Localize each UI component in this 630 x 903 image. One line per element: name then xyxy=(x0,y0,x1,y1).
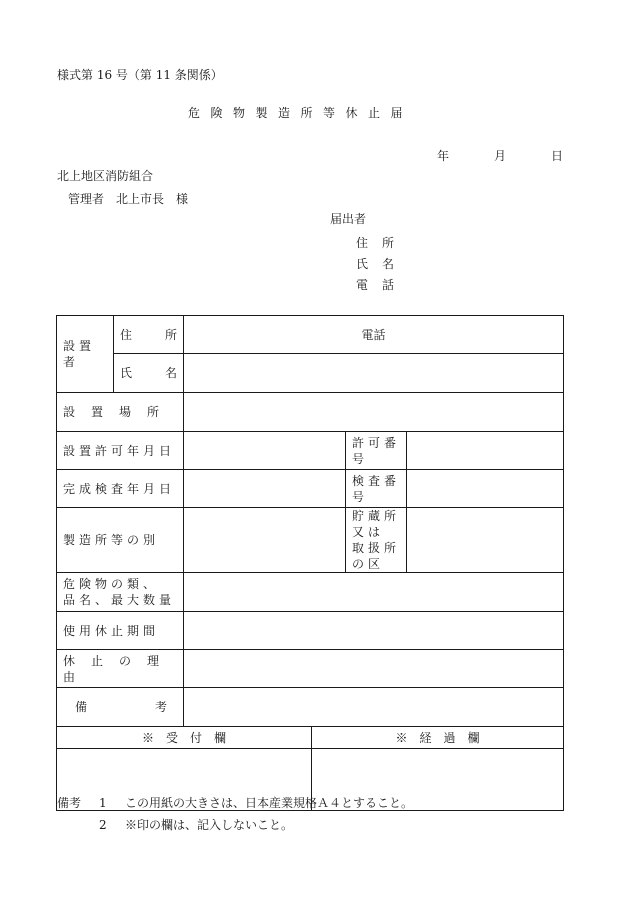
location-field[interactable] xyxy=(184,393,564,432)
permit-date-label: 設置許可年月日 xyxy=(57,432,184,470)
note-item: 備考 1 この用紙の大きさは、日本産業規格Ａ４とすること。 xyxy=(57,792,413,814)
facility-type-label: 製造所等の別 xyxy=(57,508,184,573)
notes-heading: 備考 xyxy=(57,796,82,810)
installer-name-label: 氏 名 xyxy=(114,354,184,393)
facility-type-field[interactable] xyxy=(184,508,346,573)
phone-label: 電話 xyxy=(361,327,386,342)
inspection-date-field[interactable] xyxy=(184,470,346,508)
installer-label: 設置者 xyxy=(57,316,114,393)
hazmat-label: 危険物の類、 品名、最大数量 xyxy=(57,573,184,612)
note-item: 2 ※印の欄は、記入しないこと。 xyxy=(99,818,294,832)
suspension-form-table xyxy=(56,315,564,811)
reception-header: ※ 受 付 欄 xyxy=(57,727,312,749)
applicant-name-label: 氏 名 xyxy=(356,257,395,271)
suspension-period-field[interactable] xyxy=(184,612,564,650)
suspension-reason-label: 休止の理由 xyxy=(57,650,184,688)
storage-category-field[interactable] xyxy=(407,508,564,573)
inspection-date-label: 完成検査年月日 xyxy=(57,470,184,508)
installer-name-field[interactable] xyxy=(184,354,564,393)
applicant-address-label: 住 所 xyxy=(356,236,395,250)
remarks-label: 備 考 xyxy=(57,688,184,727)
hazmat-field[interactable] xyxy=(184,573,564,612)
date-month-label: 月 xyxy=(494,149,507,163)
storage-category-label: 貯蔵所又は 取扱所の区 xyxy=(346,508,407,573)
date-day-label: 日 xyxy=(551,149,564,163)
remarks-field[interactable] xyxy=(184,688,564,727)
installer-address-field[interactable] xyxy=(184,316,564,354)
inspection-number-field[interactable] xyxy=(407,470,564,508)
date-line xyxy=(437,147,563,164)
date-year-label: 年 xyxy=(437,149,450,163)
manager: 管理者 北上市長 様 xyxy=(68,192,189,206)
permit-number-field[interactable] xyxy=(407,432,564,470)
inspection-number-label: 検査番号 xyxy=(346,470,407,508)
form-number: 様式第 16 号（第 11 条関係） xyxy=(57,68,223,82)
installer-address-label: 住 所 xyxy=(114,316,184,354)
addressee: 北上地区消防組合 xyxy=(57,169,154,183)
progress-header: ※ 経 過 欄 xyxy=(312,727,564,749)
applicant-phone-label: 電 話 xyxy=(356,278,395,292)
permit-number-label: 許可番号 xyxy=(346,432,407,470)
location-label: 設置場所 xyxy=(57,393,184,432)
permit-date-field[interactable] xyxy=(184,432,346,470)
suspension-period-label: 使用休止期間 xyxy=(57,612,184,650)
applicant-heading: 届出者 xyxy=(330,212,367,226)
notes xyxy=(57,792,413,836)
document-title: 危険物製造所等休止届 xyxy=(188,106,414,120)
suspension-reason-field[interactable] xyxy=(184,650,564,688)
